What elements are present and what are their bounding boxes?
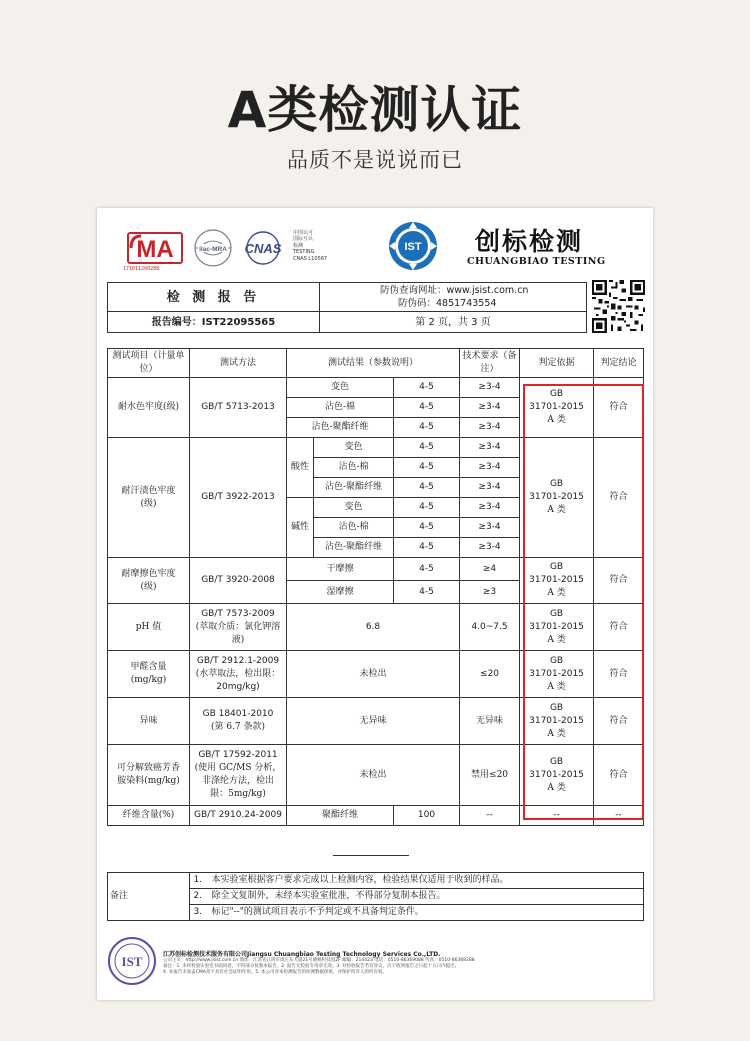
svg-text:ilac-MRA: ilac-MRA	[199, 246, 227, 253]
fiber-value: 100	[394, 806, 460, 826]
method-amine: GB/T 17592-2011 (使用 GC/MS 分析， 非涤纶方法，检出 限：5mg/kg)	[190, 745, 287, 806]
value: 4-5	[394, 458, 460, 478]
subitem: 沾色-棉	[314, 458, 394, 478]
requirement-ph: 4.0~7.5	[460, 604, 520, 651]
method-odor: GB 18401-2010 (第 6.7 条款)	[190, 698, 287, 745]
subitem: 沾色-聚酯纤维	[287, 418, 394, 438]
header-conclusion: 判定结论	[594, 349, 644, 378]
value: 4-5	[394, 398, 460, 418]
footer-details: 公司主页：http://www.jsist.com.cn 地址：江苏省江阴市周庄东大道21号晓畅科技园2F 邮编：214423 电话：0510-86369088 传真：0510-86369288 备注：1. 未经检验实验室书面同意，不得部分复制本报告。2. 报告无检验专用章无效。3. 对检验报告若有异议，应于收到报告之日起十五日内提出。 4. 本报告未加盖CMA章不具有社会证明作用。5. 本公司对本检测报告的检测数据保密，并保护所有人的所有权。	[163, 958, 475, 975]
qr-code-icon	[592, 280, 645, 333]
subitem: 沾色-聚酯纤维	[314, 478, 394, 498]
value: 4-5	[394, 418, 460, 438]
item-sweat-fastness: 耐汗渍色牢度 (级)	[108, 438, 190, 558]
requirement: ≥3-4	[460, 538, 520, 558]
requirement: ≥3-4	[460, 458, 520, 478]
result-amine: 未检出	[287, 745, 460, 806]
basis-cell: GB 31701-2015 A 类	[520, 438, 594, 558]
item-ph: pH 值	[108, 604, 190, 651]
conclusion-cell: 符合	[594, 698, 644, 745]
value: 4-5	[394, 478, 460, 498]
note-text: 标记"--"的测试项目表示不予判定或不具备判定条件。	[206, 905, 644, 921]
requirement: ≥3-4	[460, 378, 520, 398]
requirement: ≥3-4	[460, 438, 520, 458]
requirement: ≥4	[460, 558, 520, 581]
page-subtitle: 品质不是说说而已	[287, 148, 463, 172]
note-number: 1.	[190, 873, 206, 889]
header-basis: 判定依据	[520, 349, 594, 378]
conclusion-cell: 符合	[594, 558, 644, 604]
requirement-odor: 无异味	[460, 698, 520, 745]
basis-cell: GB 31701-2015 A 类	[520, 698, 594, 745]
subitem: 干摩擦	[287, 558, 394, 581]
report-title: 检 测 报 告	[108, 283, 320, 312]
conclusion-cell: 符合	[594, 604, 644, 651]
item-water-fastness: 耐水色牢度(级)	[108, 378, 190, 438]
report-header-table	[107, 282, 587, 333]
method-sweat: GB/T 3922-2013	[190, 438, 287, 558]
notes-table	[107, 872, 644, 921]
fiber-name: 聚酯纤维	[287, 806, 394, 826]
ist-seal-icon	[107, 936, 157, 986]
note-number: 2.	[190, 889, 206, 905]
basis-cell: GB 31701-2015 A 类	[520, 558, 594, 604]
svg-text:MA: MA	[136, 236, 174, 263]
result-ph: 6.8	[287, 604, 460, 651]
note-number: 3.	[190, 905, 206, 921]
separator-line	[333, 855, 409, 856]
subitem: 变色	[287, 378, 394, 398]
brand-name-en: CHUANGBIAO TESTING	[467, 256, 606, 267]
conclusion-cell: 符合	[594, 745, 644, 806]
result-formaldehyde: 未检出	[287, 651, 460, 698]
item-odor: 异味	[108, 698, 190, 745]
basis-cell: GB 31701-2015 A 类	[520, 651, 594, 698]
header-requirement: 技术要求（备注）	[460, 349, 520, 378]
conclusion-cell: 符合	[594, 438, 644, 558]
fiber-conclusion: --	[594, 806, 644, 826]
page-title: A类检测认证	[227, 81, 523, 139]
note-text: 本实验室根据客户要求完成以上检测内容，检验结果仅适用于收到的样品。	[206, 873, 644, 889]
method-fiber: GB/T 2910.24-2009	[190, 806, 287, 826]
value: 4-5	[394, 518, 460, 538]
item-rub-fastness: 耐摩擦色牢度 (级)	[108, 558, 190, 604]
value: 4-5	[394, 538, 460, 558]
requirement: ≥3-4	[460, 398, 520, 418]
item-aromatic-amine: 可分解致癌芳香 胺染料(mg/kg)	[108, 745, 190, 806]
svg-text:IST: IST	[121, 954, 143, 969]
svg-text:IST: IST	[404, 241, 422, 253]
requirement-formaldehyde: ≤20	[460, 651, 520, 698]
basis-cell: GB 31701-2015 A 类	[520, 745, 594, 806]
item-formaldehyde: 甲醛含量 (mg/kg)	[108, 651, 190, 698]
basis-cell: GB 31701-2015 A 类	[520, 378, 594, 438]
ist-logo-icon	[387, 220, 439, 272]
conclusion-cell: 符合	[594, 378, 644, 438]
query-site: 防伪查询网址：www.jsist.com.cn	[380, 285, 529, 296]
subitem: 沾色-棉	[287, 398, 394, 418]
value: 4-5	[394, 498, 460, 518]
anti-fake-info	[320, 283, 587, 312]
svg-text:CNAS: CNAS	[244, 241, 282, 256]
requirement: ≥3-4	[460, 478, 520, 498]
subitem: 变色	[314, 498, 394, 518]
method-water: GB/T 5713-2013	[190, 378, 287, 438]
footer-company: 江苏创标检测技术服务有限公司Jiangsu Chuangbiao Testing Technology Services Co.,LTD.	[163, 951, 441, 958]
subitem: 沾色-棉	[314, 518, 394, 538]
method-rub: GB/T 3920-2008	[190, 558, 287, 604]
requirement-amine: 禁用≤20	[460, 745, 520, 806]
cma-code: 171011260288	[123, 266, 160, 272]
ilac-mra-logo-icon	[193, 228, 233, 268]
method-ph: GB/T 7573-2009 (萃取介质：氯化钾溶 液)	[190, 604, 287, 651]
basis-cell: GB 31701-2015 A 类	[520, 604, 594, 651]
fiber-basis: --	[520, 806, 594, 826]
conclusion-cell: 符合	[594, 651, 644, 698]
alkali-label: 碱性	[287, 498, 314, 558]
page-info: 第 2 页，共 3 页	[320, 312, 587, 333]
notes-label: 备注	[108, 873, 190, 921]
anti-code: 防伪码：4851743554	[398, 298, 497, 309]
cnas-info: 中国认可 国际互认 检测 TESTING CNAS L10567	[293, 230, 328, 262]
requirement: ≥3-4	[460, 498, 520, 518]
requirement: ≥3-4	[460, 418, 520, 438]
item-fiber: 纤维含量(%)	[108, 806, 190, 826]
subitem: 沾色-聚酯纤维	[314, 538, 394, 558]
subitem: 湿摩擦	[287, 581, 394, 604]
value: 4-5	[394, 581, 460, 604]
brand-name-cn: 创标检测	[475, 227, 584, 256]
subitem: 变色	[314, 438, 394, 458]
value: 4-5	[394, 438, 460, 458]
value: 4-5	[394, 378, 460, 398]
cma-logo-icon	[127, 230, 183, 266]
highlight-box	[523, 384, 644, 820]
acid-label: 酸性	[287, 438, 314, 498]
cnas-logo-icon	[239, 230, 287, 266]
result-odor: 无异味	[287, 698, 460, 745]
requirement: ≥3	[460, 581, 520, 604]
value: 4-5	[394, 558, 460, 581]
fiber-req: --	[460, 806, 520, 826]
note-text: 除全文复制外，未经本实验室批准，不得部分复制本报告。	[206, 889, 644, 905]
requirement: ≥3-4	[460, 518, 520, 538]
method-formaldehyde: GB/T 2912.1-2009 (水萃取法，检出限： 20mg/kg)	[190, 651, 287, 698]
header-method: 测试方法	[190, 349, 287, 378]
header-result: 测试结果（参数说明）	[287, 349, 460, 378]
report-number: 报告编号：IST22095565	[108, 312, 320, 333]
header-item: 测试项目（计量单位）	[108, 349, 190, 378]
